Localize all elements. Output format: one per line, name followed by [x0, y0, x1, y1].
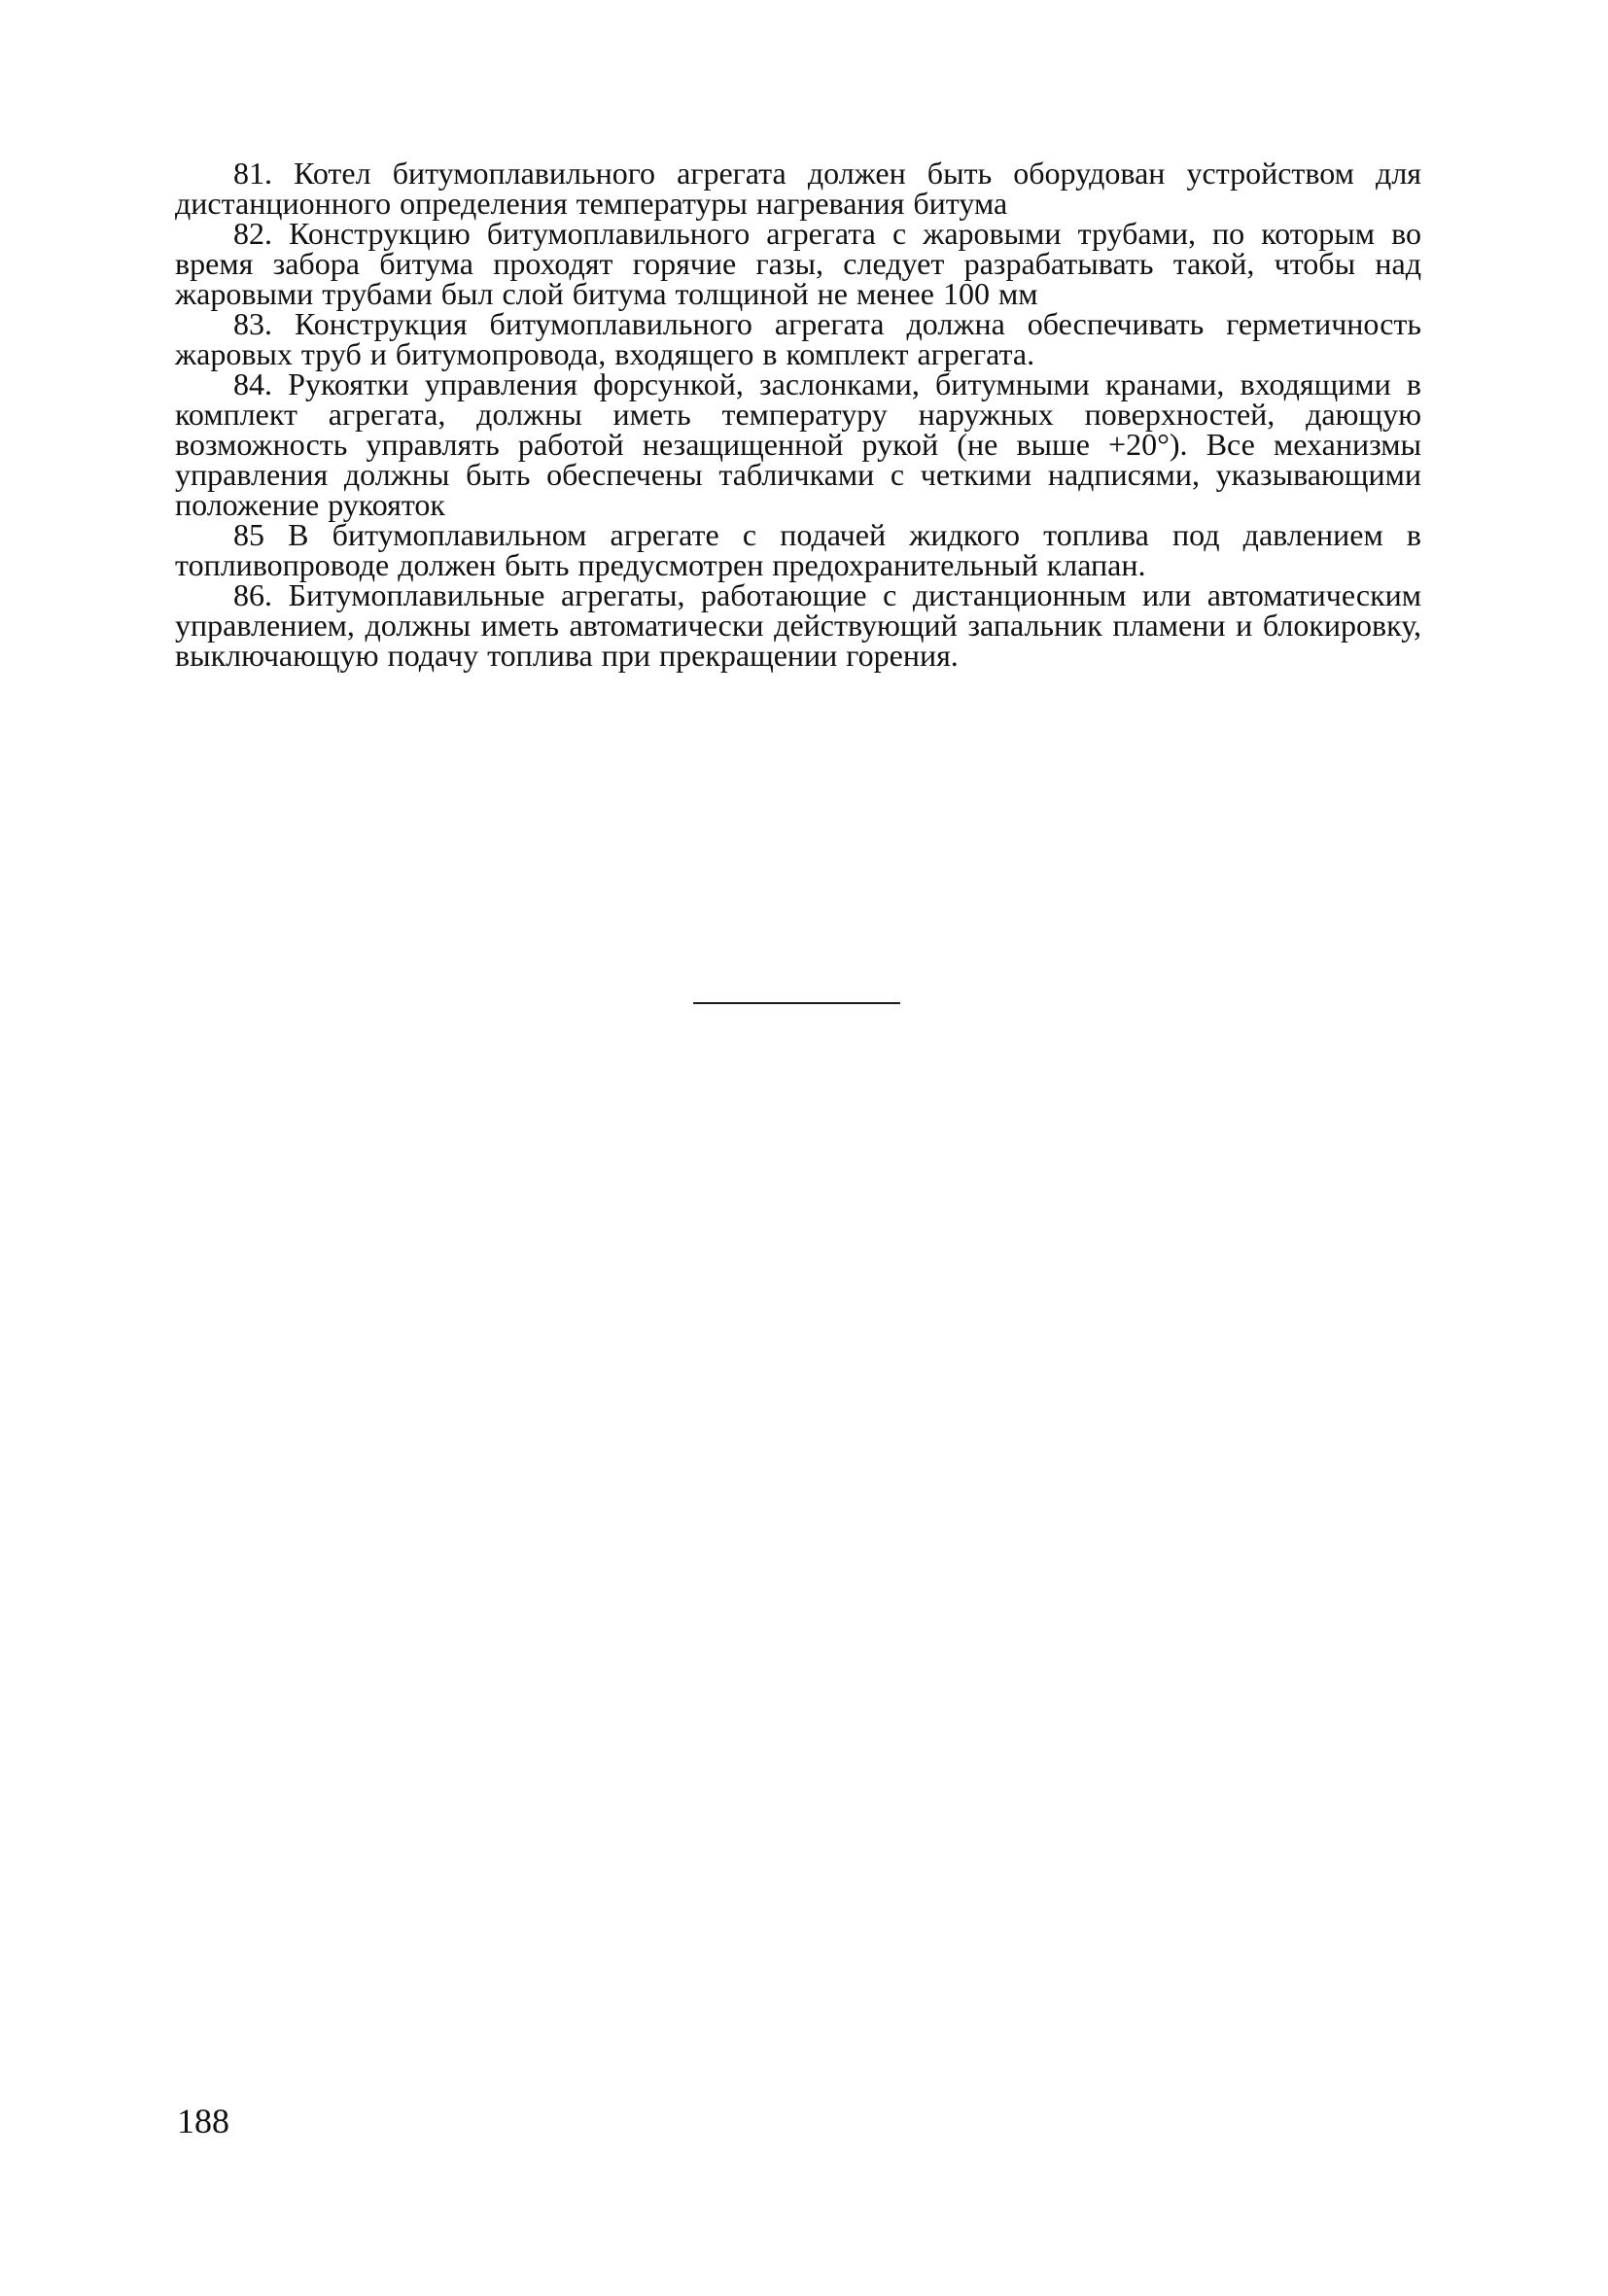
paragraph-84: 84. Рукоятки управления форсункой, заслонками, битумными кранами, входящими в комплект агрегата, должны иметь температуру наружных поверхностей, дающую возможность управлять работой незащищенной рукой (не выше +20°). Все механизмы управления должны быть обеспечены табличками с четкими надписями, указывающими положение рукояток	[175, 366, 1421, 522]
page-number: 188	[177, 2102, 229, 2140]
paragraph-85: 85 В битумоплавильном агрегате с подачей жидкого топлива под давлением в топливопроводе должен быть предусмотрен предохранительный клапан.	[175, 517, 1421, 582]
paragraph-82: 82. Конструкцию битумоплавильного агрегата с жаровыми трубами, по которым во время забора битума проходят горячие газы, следует разрабатывать такой, чтобы над жаровыми трубами был слой битума толщиной не менее 100 мм	[175, 216, 1421, 311]
paragraph-83: 83. Конструкция битумоплавильного агрегата должна обеспечивать герметичность жаровых труб и битумопровода, входящего в комплект агрегата.	[175, 306, 1421, 371]
paragraph-86: 86. Битумоплавильные агрегаты, работающие с дистанционным или автоматическим управлением, должны иметь автоматически действующий запальник пламени и блокировку, выключающую подачу топлива при прекращении горения.	[175, 577, 1421, 673]
body-text	[175, 158, 1421, 671]
section-divider	[693, 1002, 900, 1004]
paragraph-81: 81. Котел битумоплавильного агрегата должен быть оборудован устройством для дистанционного определения температуры нагревания битума	[175, 156, 1421, 221]
